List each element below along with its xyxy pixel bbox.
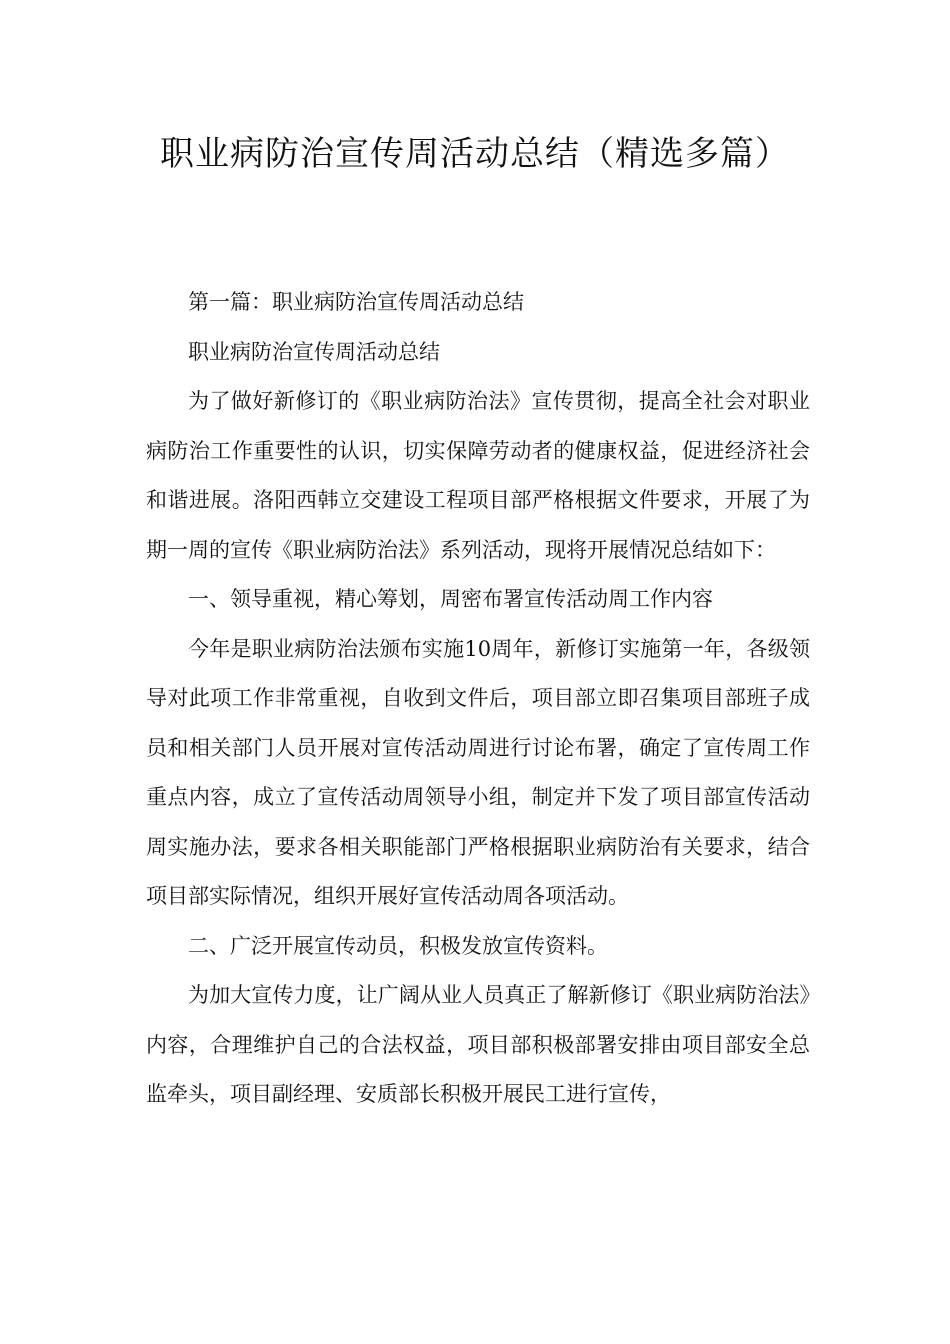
subtitle: 职业病防治宣传周活动总结 (188, 339, 440, 364)
section-heading-part-one: 第一篇：职业病防治宣传周活动总结 (188, 290, 524, 314)
section-heading-1: 一、领导重视，精心筹划，周密布署宣传活动周工作内容 (188, 587, 713, 611)
intro-paragraph: 为了做好新修订的《职业病防治法》宣传贯彻，提高全社会对职业病防治工作重要性的认识，切实保障劳动者的健康权益，促进经济社会和谐进展。洛阳西韩立交建设工程项目部严格根据文件要求，开展了为期一周的宣传《职业病防治法》系列活动，现将开展情况总结如下： (146, 389, 810, 562)
section-1-paragraph: 今年是职业病防治法颁布实施10周年，新修订实施第一年，各级领导对此项工作非常重视，自收到文件后，项目部立即召集项目部班子成员和相关部门人员开展对宣传活动周进行讨论布署，确定了宣传周工作重点内容，成立了宣传活动周领导小组，制定并下发了项目部宣传活动周实施办法，要求各相关职能部门严格根据职业病防治有关要求，结合项目部实际情况，组织开展好宣传活动周各项活动。 (146, 636, 810, 908)
document-title: 职业病防治宣传周活动总结（精选多篇） (160, 134, 790, 174)
section-2-paragraph: 为加大宣传力度，让广阔从业人员真正了解新修订《职业病防治法》内容，合理维护自己的合法权益，项目部积极部署安排由项目部安全总监牵头，项目副经理、安质部长积极开展民工进行宣传， (146, 983, 810, 1106)
section-heading-2: 二、广泛开展宣传动员，积极发放宣传资料。 (188, 933, 608, 958)
document-body (146, 278, 810, 1120)
